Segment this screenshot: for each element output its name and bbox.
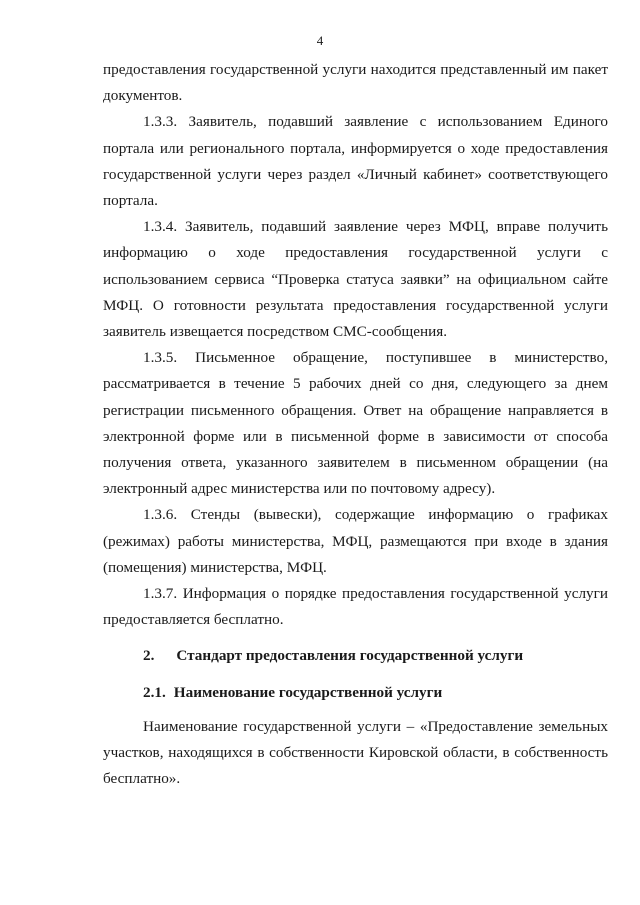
paragraph-1-3-4: 1.3.4. Заявитель, подавший заявление через МФЦ, вправе получить информацию о ходе предоставления государственной услуги с использованием сервиса “Проверка статуса заявки” на официальном сайте МФЦ. О готовности результата предоставления государственной услуги заявитель извещается посредством СМС-сообщения.: [103, 218, 608, 341]
paragraph-2-1-text: Наименование государственной услуги – «Предоставление земельных участков, находящихся в собственности Кировской области, в собственность бесплатно».: [103, 717, 608, 788]
section-2-1-heading: [103, 680, 608, 706]
page-number: 4: [316, 33, 324, 48]
section-2-1-title: Наименование государственной услуги: [173, 683, 443, 701]
paragraph-1-3-3: 1.3.3. Заявитель, подавший заявление с использованием Единого портала или регионального портала, информируется о ходе предоставления государственной услуги через раздел «Личный кабинет» соответствующего портала.: [103, 113, 608, 210]
paragraph-1-3-7: 1.3.7. Информация о порядке предоставления государственной услуги предоставляется бесплатно.: [103, 585, 608, 629]
section-2-title: Стандарт предоставления государственной услуги: [176, 647, 524, 665]
section-2-1-number: 2.1.: [143, 683, 166, 701]
paragraph-continuation: предоставления государственной услуги находится представленный им пакет документов.: [103, 61, 608, 105]
section-2-heading: [103, 643, 608, 669]
paragraph-1-3-6: 1.3.6. Стенды (вывески), содержащие информацию о графиках (режимах) работы министерства, МФЦ, размещаются при входе в здания (помещения) министерства, МФЦ.: [103, 506, 608, 576]
document-body: [103, 57, 608, 792]
section-2-number: 2.: [143, 647, 155, 665]
paragraph-1-3-5: 1.3.5. Письменное обращение, поступившее в министерство, рассматривается в течение 5 рабочих дней со дня, следующего за днем регистрации письменного обращения. Ответ на обращение направляется в электронной форме или в письменной форме в зависимости от способа получения ответа, указанного заявителем в письменном обращении (на электронный адрес министерства или по почтовому адресу).: [103, 349, 608, 498]
